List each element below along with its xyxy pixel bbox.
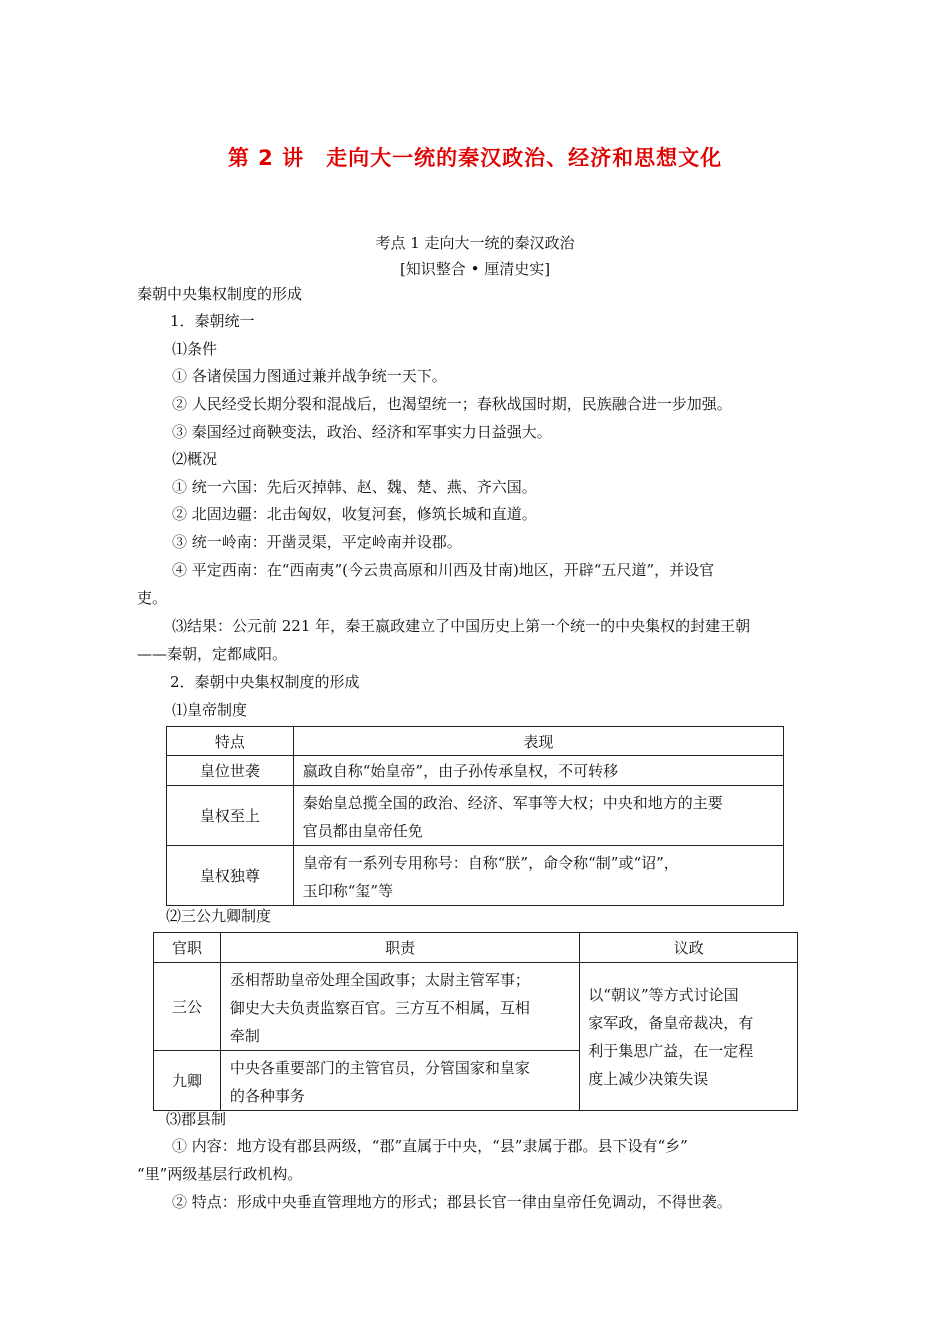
condition-1: ① 各诸侯国力图通过兼并战争统一天下。 xyxy=(172,367,447,385)
table-row xyxy=(167,756,784,786)
header-office: 官职 xyxy=(154,933,221,963)
table-row xyxy=(167,846,784,906)
row-manifestation: 嬴政自称“始皇帝”，由子孙传承皇权，不可转移 xyxy=(293,756,783,786)
header-duties: 职责 xyxy=(220,933,579,963)
result-line2: ——秦朝，定都咸阳。 xyxy=(137,645,288,663)
county-feature: ② 特点：形成中央垂直管理地方的形式；郡县长官一律由皇帝任免调动，不得世袭。 xyxy=(172,1193,732,1211)
bracket-heading: [知识整合 • 厘清史实] xyxy=(399,260,551,278)
subheading: 考点 1 走向大一统的秦汉政治 xyxy=(375,234,575,252)
overview-4-line1: ④ 平定西南：在“西南夷”(今云贵高原和川西及甘南)地区，开辟“五尺道”，并设官 xyxy=(172,561,715,579)
row-manifestation: 皇帝有一系列专用称号：自称“朕”，命令称“制”或“诏”， 玉印称“玺”等 xyxy=(293,846,783,906)
row-feature: 皇权至上 xyxy=(167,786,294,846)
section-title: 秦朝中央集权制度的形成 xyxy=(137,285,303,303)
conditions-label: ⑴条件 xyxy=(172,340,218,358)
table-header-row xyxy=(167,727,784,756)
office-three-lords: 三公 xyxy=(154,963,221,1051)
emperor-system-table xyxy=(166,726,784,906)
condition-2: ② 人民经受长期分裂和混战后，也渴望统一；春秋战国时期，民族融合进一步加强。 xyxy=(172,395,732,413)
heading-qin-unification: 1．秦朝统一 xyxy=(170,312,255,330)
overview-4-line2: 吏。 xyxy=(137,589,168,607)
three-lords-label: ⑵三公九卿制度 xyxy=(166,907,272,925)
heading-central-system: 2．秦朝中央集权制度的形成 xyxy=(170,673,360,691)
header-feature: 特点 xyxy=(167,727,294,756)
emperor-system-label: ⑴皇帝制度 xyxy=(172,701,248,719)
office-nine-ministers: 九卿 xyxy=(154,1051,221,1111)
overview-3: ③ 统一岭南：开凿灵渠，平定岭南并设郡。 xyxy=(172,533,462,551)
header-manifestation: 表现 xyxy=(293,727,783,756)
duties-three-lords: 丞相帮助皇帝处理全国政事；太尉主管军事； 御史大夫负责监察百官。三方互不相属，互相 牵制 xyxy=(220,963,579,1051)
county-system-label: ⑶郡县制 xyxy=(166,1110,227,1128)
row-feature: 皇权独尊 xyxy=(167,846,294,906)
overview-2: ② 北固边疆：北击匈奴，收复河套，修筑长城和直道。 xyxy=(172,505,537,523)
county-content-line2: “里”两级基层行政机构。 xyxy=(137,1165,303,1183)
county-content-line1: ① 内容：地方设有郡县两级，“郡”直属于中央，“县”隶属于郡。县下设有“乡” xyxy=(172,1137,688,1155)
condition-3: ③ 秦国经过商鞅变法，政治、经济和军事实力日益强大。 xyxy=(172,423,552,441)
three-lords-nine-ministers-table xyxy=(153,932,798,1111)
table-row xyxy=(154,963,798,1051)
table-row xyxy=(167,786,784,846)
title-main: 走向大一统的秦汉政治、经济和思想文化 xyxy=(326,146,723,170)
page-title xyxy=(0,142,950,172)
title-prefix: 第 2 讲 xyxy=(227,146,305,170)
council-description: 以“朝议”等方式讨论国 家军政，备皇帝裁决，有 利于集思广益，在一定程 度上减少决策失误 xyxy=(580,963,798,1111)
result-line1: ⑶结果：公元前 221 年，秦王嬴政建立了中国历史上第一个统一的中央集权的封建王朝 xyxy=(172,617,751,635)
header-council: 议政 xyxy=(580,933,798,963)
row-manifestation: 秦始皇总揽全国的政治、经济、军事等大权；中央和地方的主要 官员都由皇帝任免 xyxy=(293,786,783,846)
duties-nine-ministers: 中央各重要部门的主管官员，分管国家和皇家 的各种事务 xyxy=(220,1051,579,1111)
overview-1: ① 统一六国：先后灭掉韩、赵、魏、楚、燕、齐六国。 xyxy=(172,478,537,496)
overview-label: ⑵概况 xyxy=(172,450,218,468)
row-feature: 皇位世袭 xyxy=(167,756,294,786)
table-header-row xyxy=(154,933,798,963)
